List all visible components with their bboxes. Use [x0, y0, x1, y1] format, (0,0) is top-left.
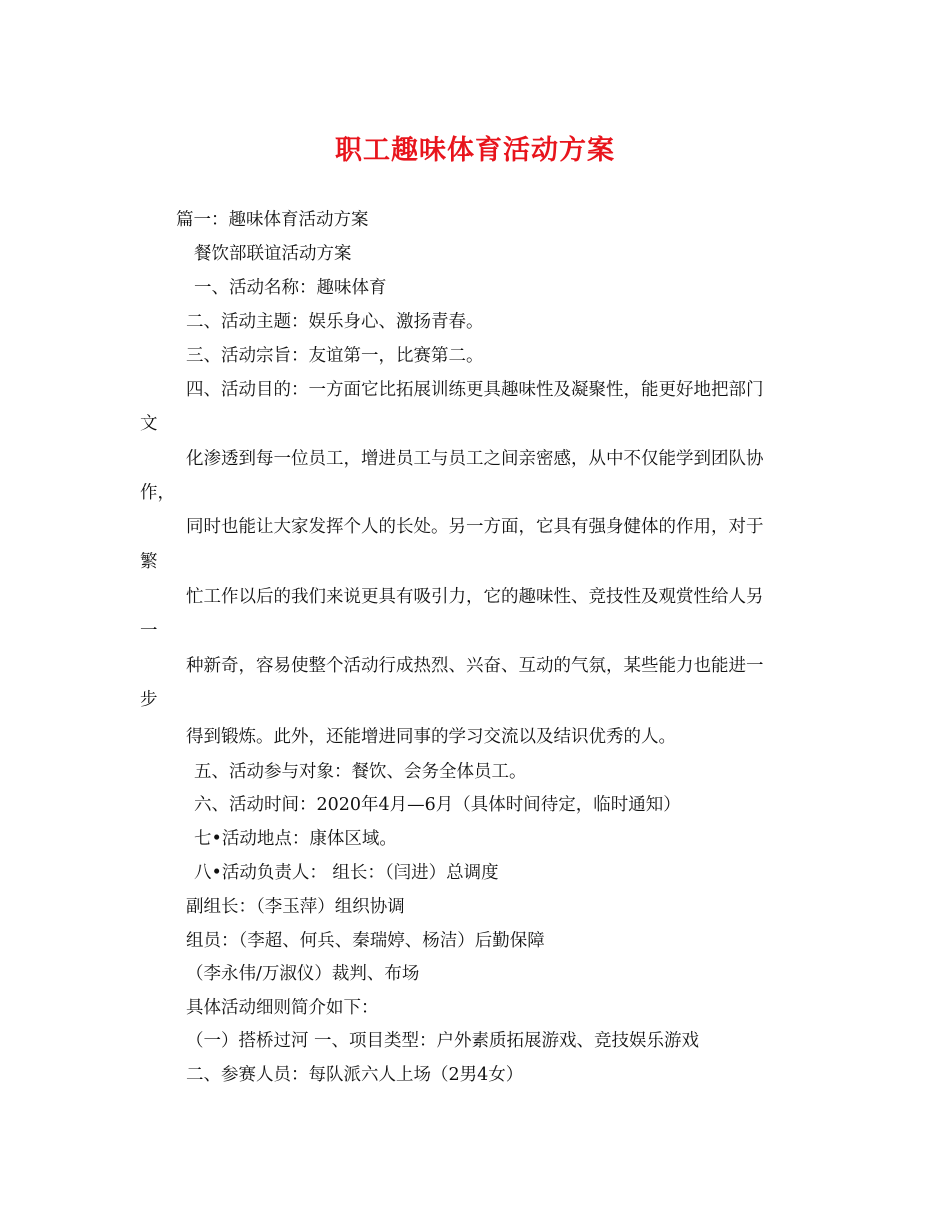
text-line: 八•活动负责人： 组长：（闫进）总调度 [194, 863, 499, 883]
text-line: 繁 [140, 552, 158, 572]
text-line: 四、活动目的：一方面它比拓展训练更具趣味性及凝聚性，能更好地把部门 [186, 380, 764, 400]
text-line: 五、活动参与对象：餐饮、会务全体员工。 [194, 762, 527, 782]
text-line: 副组长：（李玉萍）组织协调 [186, 897, 405, 917]
text-line: 六、活动时间：2020年4月—6月（具体时间待定，临时通知） [194, 795, 681, 815]
text-line: 种新奇，容易使整个活动行成热烈、兴奋、互动的气氛，某些能力也能进一 [186, 656, 764, 676]
text-line: 二、活动主题：娱乐身心、激扬青春。 [186, 312, 484, 332]
text-line: 七•活动地点：康体区域。 [194, 829, 397, 849]
text-line: 同时也能让大家发挥个人的长处。另一方面，它具有强身健体的作用，对于 [186, 517, 764, 537]
text-line: （一）搭桥过河 一、项目类型：户外素质拓展游戏、竞技娱乐游戏 [186, 1031, 700, 1051]
text-line: 作， [140, 483, 175, 503]
text-line: 文 [140, 414, 158, 434]
text-line: 三、活动宗旨：友谊第一，比赛第二。 [186, 346, 484, 366]
text-line: 组员：（李超、何兵、秦瑞婷、杨洁）后勤保障 [186, 931, 545, 951]
text-line: （李永伟/万淑仪）裁判、布场 [186, 964, 420, 984]
text-line: 忙工作以后的我们来说更具有吸引力，它的趣味性、竞技性及观赏性给人另 [186, 587, 764, 607]
text-line: 步 [140, 690, 158, 710]
text-line: 化渗透到每一位员工，增进员工与员工之间亲密感，从中不仅能学到团队协 [186, 449, 764, 469]
document-title: 职工趣味体育活动方案 [335, 135, 615, 166]
text-line: 一、活动名称：趣味体育 [194, 278, 387, 298]
text-line: 一 [140, 621, 158, 641]
text-line: 餐饮部联谊活动方案 [194, 244, 352, 264]
text-line: 具体活动细则简介如下： [186, 998, 379, 1018]
text-line: 篇一：趣味体育活动方案 [176, 210, 369, 230]
text-line: 二、参赛人员：每队派六人上场（2男4女） [186, 1065, 524, 1085]
text-line: 得到锻炼。此外，还能增进同事的学习交流以及结识优秀的人。 [186, 727, 676, 747]
